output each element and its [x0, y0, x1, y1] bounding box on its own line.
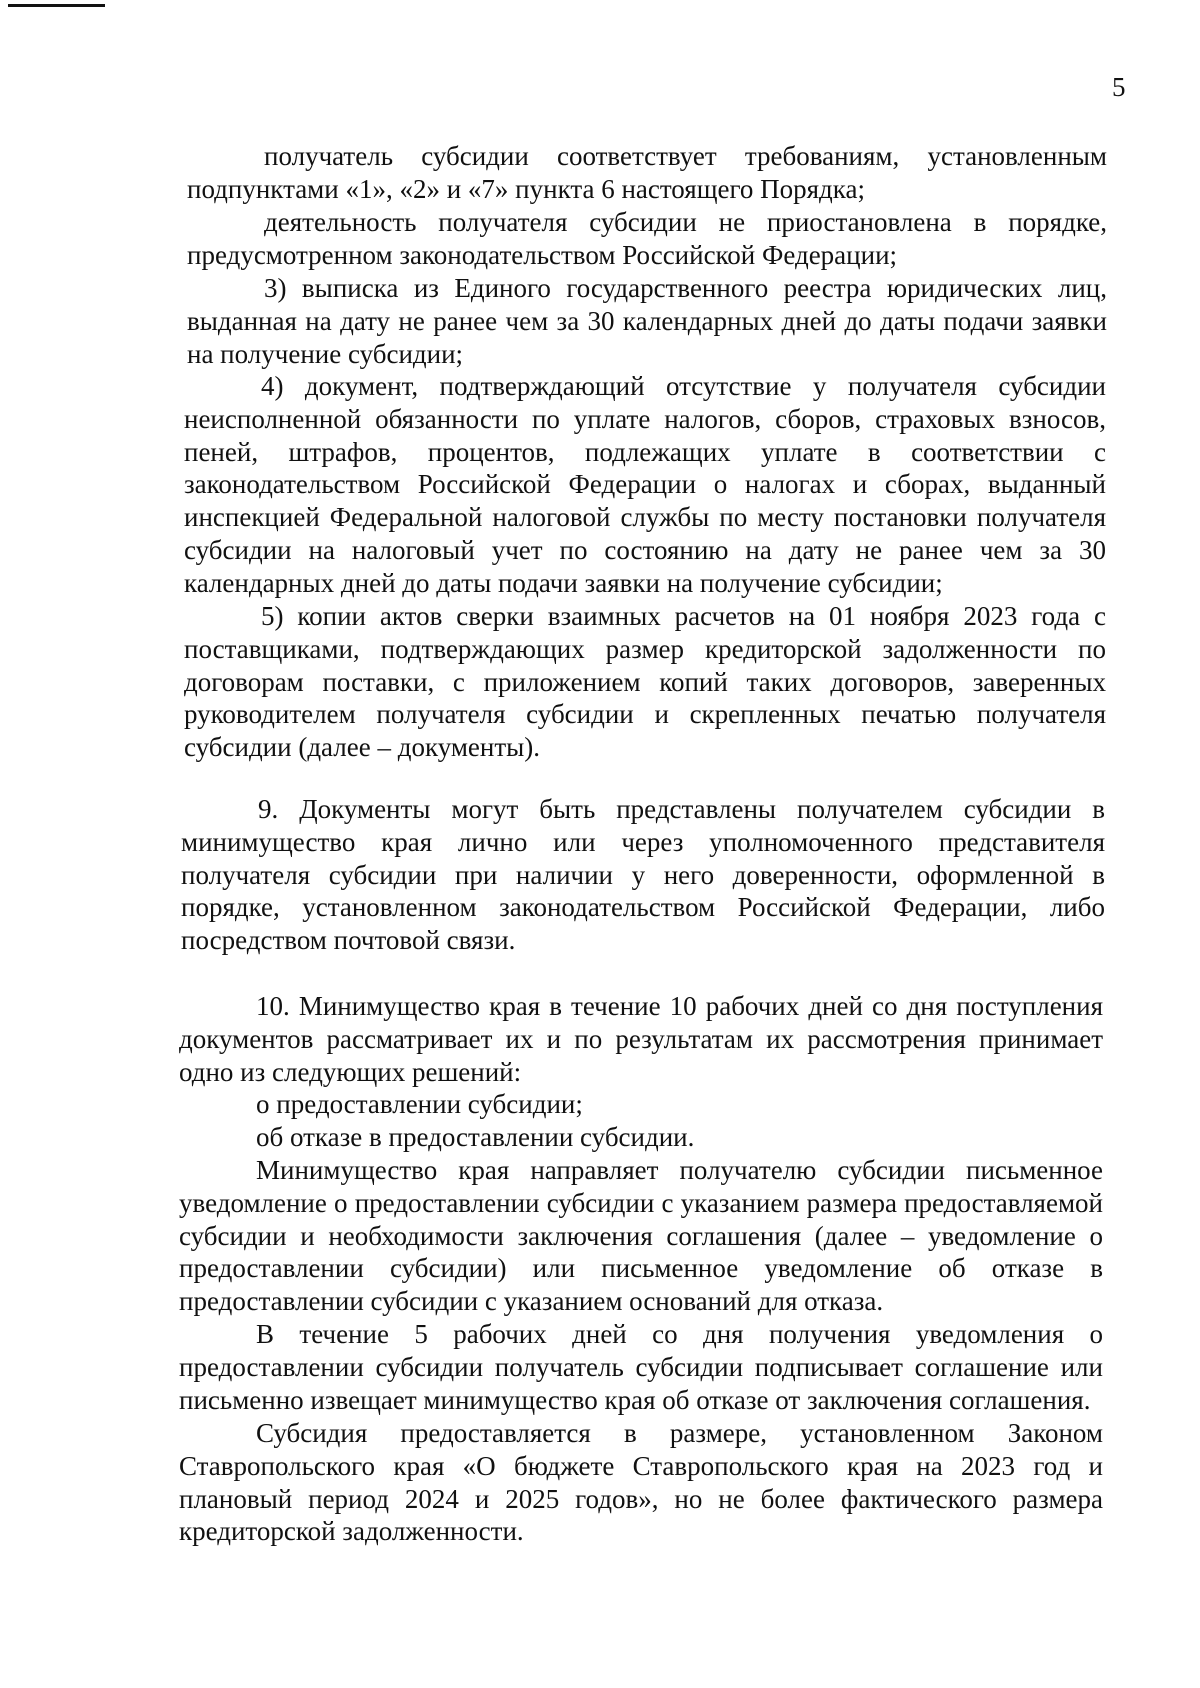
- paragraph-item-3-egrul-extract: 3) выписка из Единого государственного реестра юридических лиц, выданная на дату не ранее чем за 30 календарных дней до даты подачи заявки на получение субсидии;: [187, 273, 1107, 369]
- paragraph-subsidy-amount: Субсидия предоставляется в размере, установленном Законом Ставропольского края «О бюджете Ставропольского края на 2023 год и плановый период 2024 и 2025 годов», но не более фактического размера кредиторской задолженности.: [179, 1418, 1103, 1547]
- paragraph-item-5-reconciliation-acts: 5) копии актов сверки взаимных расчетов на 01 ноября 2023 года с поставщиками, подтверждающих размер кредиторской задолженности по договорам поставки, с приложением копий таких договоров, заверенных руководителем получателя субсидии и скрепленных печатью получателя субсидии (далее – документы).: [184, 601, 1106, 763]
- paragraph-item-4-tax-document: 4) документ, подтверждающий отсутствие у получателя субсидии неисполненной обязанности по уплате налогов, сборов, страховых взносов, пеней, штрафов, процентов, подлежащих уплате в соответствии с законодательством Российской Федерации о налогах и сборах, выданный инспекцией Федеральной налоговой службы по месту постановки получателя субсидии на налоговый учет по состоянию на дату не ранее чем за 30 календарных дней до даты подачи заявки на получение субсидии;: [184, 371, 1106, 598]
- paragraph-activity-not-suspended: деятельность получателя субсидии не приостановлена в порядке, предусмотренном законодательством Российской Федерации;: [187, 207, 1107, 270]
- paragraph-agreement-signing: В течение 5 рабочих дней со дня получения уведомления о предоставлении субсидии получатель субсидии подписывает соглашение или письменно извещает минимущество края об отказе от заключения соглашения.: [179, 1319, 1103, 1415]
- paragraph-section-9-documents-submission: 9. Документы могут быть представлены получателем субсидии в минимущество края лично или через уполномоченного представителя получателя субсидии при наличии у него доверенности, оформленной в порядке, установленном законодательством Российской Федерации, либо посредством почтовой связи.: [181, 794, 1105, 956]
- paragraph-notification: Минимущество края направляет получателю субсидии письменное уведомление о предоставлении субсидии с указанием размера предоставляемой субсидии и необходимости заключения соглашения (далее – уведомление о предоставлении субсидии) или письменное уведомление об отказе в предоставлении субсидии с указанием оснований для отказа.: [179, 1155, 1103, 1317]
- top-rule-line: [8, 4, 105, 7]
- page-number: 5: [1112, 72, 1126, 102]
- paragraph-section-10-review-decisions: 10. Минимущество края в течение 10 рабочих дней со дня поступления документов рассматривает их и по результатам их рассмотрения принимает одно из следующих решений:: [179, 991, 1103, 1087]
- decision-option-refusal: об отказе в предоставлении субсидии.: [256, 1122, 695, 1152]
- decision-option-grant: о предоставлении субсидии;: [256, 1089, 583, 1119]
- paragraph-recipient-requirements: получатель субсидии соответствует требованиям, установленным подпунктами «1», «2» и «7» пункта 6 настоящего Порядка;: [187, 141, 1107, 204]
